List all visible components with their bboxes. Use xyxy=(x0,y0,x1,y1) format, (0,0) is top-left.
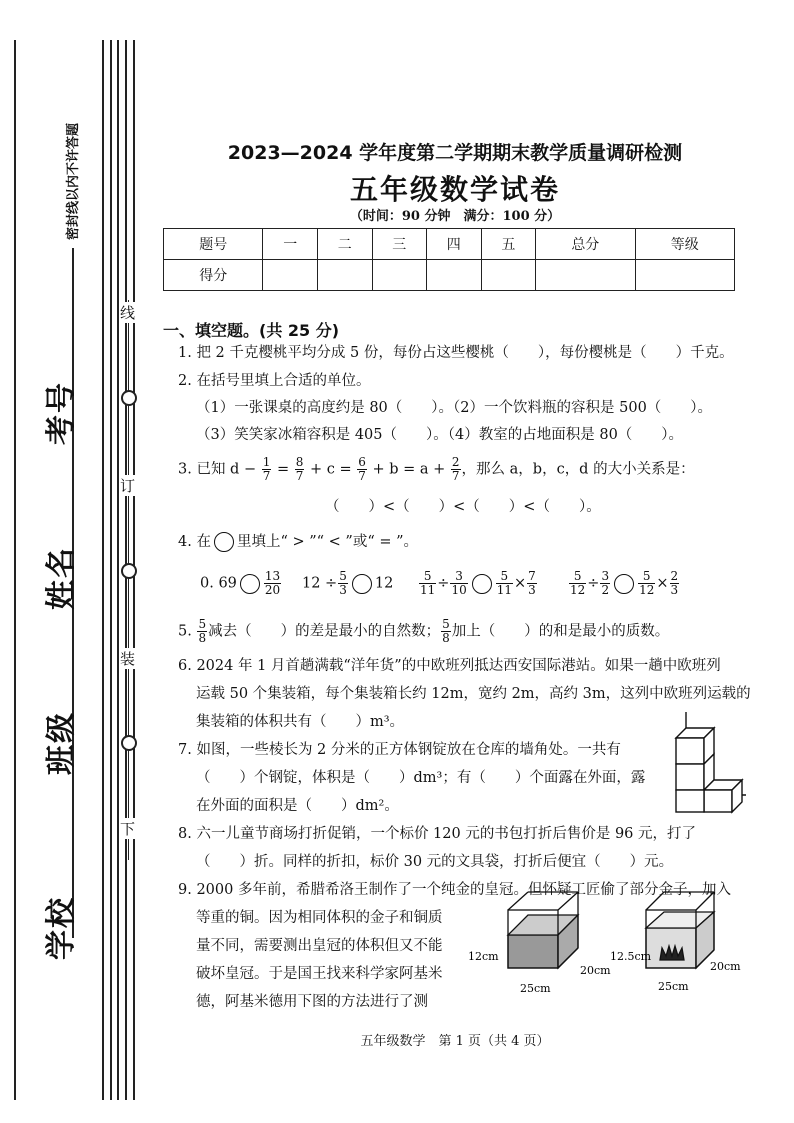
exam-subtitle: （时间：90 分钟 满分：100 分） xyxy=(349,209,561,224)
score-header-cell: 总分 xyxy=(536,229,635,260)
score-cell[interactable] xyxy=(536,260,635,291)
score-header-cell: 二 xyxy=(317,229,372,260)
fraction: $\frac{3}{10}$ xyxy=(451,569,467,597)
question-9-line-5: 德，阿基米德用下图的方法进行了测 xyxy=(196,994,428,1010)
seal-mark-xian: 线 xyxy=(120,304,136,322)
question-2-part-a: （1）一张课桌的高度约是 80（ ）。（2）一个饮料瓶的容积是 500（ ）。 xyxy=(196,400,713,416)
question-9-line-1: 9. 2000 多年前，希腊希洛王制作了一个纯金的皇冠。但怀疑工匠偷了部分金子，加入 xyxy=(178,882,731,898)
question-7-line-1: 7. 如图，一些棱长为 2 分米的正方体钢锭放在仓库的墙角处。一共有 xyxy=(178,742,621,758)
question-4-item-2 xyxy=(302,570,393,597)
name-label: 姓名 xyxy=(44,546,79,610)
score-header-cell: 五 xyxy=(481,229,536,260)
seal-hole xyxy=(121,390,137,406)
fig-label: 12.5cm xyxy=(610,950,652,963)
class-label: 班级 xyxy=(44,711,79,775)
score-cell[interactable] xyxy=(427,260,482,291)
question-5-part-b: 加上（ ）的和是最小的质数。 xyxy=(451,623,670,640)
binding-notice: 密封线以内不许答题 xyxy=(66,122,81,240)
answer-circle[interactable] xyxy=(240,574,260,594)
exam-number-label: 考号 xyxy=(44,381,79,445)
fraction: $\frac{5}{8}$ xyxy=(198,617,207,645)
score-table-score-row xyxy=(164,260,735,291)
fraction: $\frac{2}{3}$ xyxy=(670,569,679,597)
question-9-line-3: 量不同，需要测出皇冠的体积但又不能 xyxy=(196,938,443,954)
q4-number: 12 xyxy=(374,575,394,592)
seal-hole xyxy=(121,735,137,751)
seal-mark-zhuang: 装 xyxy=(120,650,136,668)
q4-number: 0. 69 xyxy=(200,575,237,592)
fraction: $\frac{2}{7}$ xyxy=(451,455,460,483)
answer-circle[interactable] xyxy=(614,574,634,594)
question-3-lead: 3. 已知 d − xyxy=(178,461,257,478)
seal-mark-xia: 下 xyxy=(120,820,136,838)
question-3-answer-blanks: （ ）<（ ）<（ ）<（ ）。 xyxy=(325,499,601,515)
question-6-line-2: 运载 50 个集装箱，每个集装箱长约 12m，宽约 2m，高约 3m，这列中欧班列运载的 xyxy=(196,686,751,702)
question-4-item-3: $\frac{5}{11}$ ÷ $\frac{3}{10}$ $\frac{5}{11}$ × $\frac{7}{3}$ xyxy=(420,569,536,597)
question-4-lead: 4. 在 xyxy=(178,534,211,550)
question-3-tail: ，那么 a，b，c，d 的大小关系是： xyxy=(461,461,695,478)
fraction: $\frac{5}{11}$ xyxy=(496,569,512,597)
fraction: $\frac{6}{7}$ xyxy=(358,455,366,483)
score-cell[interactable] xyxy=(635,260,734,291)
archimedes-tank-figure xyxy=(468,890,748,1002)
question-6-line-1: 6. 2024 年 1 月首趟满载“洋年货”的中欧班列抵达西安国际港站。如果一趟中欧班列 xyxy=(178,658,721,674)
stacked-cubes-figure xyxy=(664,710,748,815)
fig-label: 12cm xyxy=(468,950,499,963)
score-table-header-row xyxy=(164,229,735,260)
fraction: $\frac{5}{3}$ xyxy=(339,569,347,597)
seal-mark-ding: 订 xyxy=(120,477,136,495)
score-header-cell: 等级 xyxy=(635,229,734,260)
question-8-line-1: 8. 六一儿童节商场打折促销，一个标价 120 元的书包打折后售价是 96 元，打了 xyxy=(178,826,697,842)
score-cell[interactable] xyxy=(317,260,372,291)
exam-title-line2: 五年级数学试卷 xyxy=(349,173,560,206)
score-header-cell: 三 xyxy=(372,229,427,260)
question-2-part-b: （3）笑笑家冰箱容积是 405（ ）。（4）教室的占地面积是 80（ ）。 xyxy=(196,427,684,443)
question-9-line-4: 破坏皇冠。于是国王找来科学家阿基米 xyxy=(196,966,443,982)
fig-label: 20cm xyxy=(580,964,611,977)
question-5-part-a: 减去（ ）的差是最小的自然数； xyxy=(208,623,441,640)
score-header-cell: 一 xyxy=(263,229,318,260)
question-7-line-3: 在外面的面积是（ ）dm²。 xyxy=(196,798,399,814)
question-6-line-3: 集装箱的体积共有（ ）m³。 xyxy=(196,714,405,730)
score-header-cell: 四 xyxy=(427,229,482,260)
fraction: $\frac{5}{12}$ xyxy=(639,569,655,597)
question-4-tail: 里填上“ > ”“ < ”或“ = ”。 xyxy=(236,534,419,550)
score-row-label: 得分 xyxy=(164,260,263,291)
fig-label: 20cm xyxy=(710,960,741,973)
seal-hole xyxy=(121,563,137,579)
school-label: 学校 xyxy=(44,896,79,960)
answer-circle[interactable] xyxy=(352,574,372,594)
q4-expression: 12 ÷ xyxy=(302,575,338,592)
fraction: $\frac{1}{7}$ xyxy=(262,455,271,483)
fraction: $\frac{3}{2}$ xyxy=(601,569,610,597)
score-cell[interactable] xyxy=(263,260,318,291)
question-4-item-4: $\frac{5}{12}$ ÷ $\frac{3}{2}$ $\frac{5}{12}$ × $\frac{2}{3}$ xyxy=(570,569,679,597)
score-cell[interactable] xyxy=(372,260,427,291)
fraction: $\frac{5}{12}$ xyxy=(570,569,586,597)
question-3: 3. 已知 d − $\frac{1}{7}$ = $\frac{8}{7}$ + c = $\frac{6}{7}$ + b = a + $\frac{2}{7}$ ，那么 a，b，c，d 的大小关系是： xyxy=(178,455,695,483)
answer-circle[interactable] xyxy=(472,574,492,594)
question-5: 5. $\frac{5}{8}$ 减去（ ）的差是最小的自然数； $\frac{5}{8}$ 加上（ ）的和是最小的质数。 xyxy=(178,617,670,645)
page-footer: 五年级数学 第 1 页（共 4 页） xyxy=(360,1034,550,1049)
score-table xyxy=(163,228,735,291)
score-header-cell: 题号 xyxy=(164,229,263,260)
question-1: 1. 把 2 千克樱桃平均分成 5 份，每份占这些樱桃（ ），每份樱桃是（ ）千克。 xyxy=(178,345,734,361)
question-7-line-2: （ ）个钢锭，体积是（ ）dm³；有（ ）个面露在外面，露 xyxy=(196,770,646,786)
question-8-line-2: （ ）折。同样的折扣，标价 30 元的文具袋，打折后便宜（ ）元。 xyxy=(196,854,674,870)
fraction: $\frac{5}{8}$ xyxy=(442,617,450,645)
fraction: $\frac{13}{20}$ xyxy=(264,569,281,597)
fraction: $\frac{8}{7}$ xyxy=(295,455,304,483)
score-cell[interactable] xyxy=(481,260,536,291)
question-9-line-2: 等重的铜。因为相同体积的金子和铜质 xyxy=(196,910,443,926)
fig-label: 25cm xyxy=(658,980,689,993)
fraction: $\frac{5}{11}$ xyxy=(420,569,436,597)
compare-circle-icon xyxy=(214,532,234,552)
fraction: $\frac{7}{3}$ xyxy=(528,569,536,597)
question-2: 2. 在括号里填上合适的单位。 xyxy=(178,373,371,389)
exam-title-line1: 2023—2024 学年度第二学期期末教学质量调研检测 xyxy=(227,142,683,164)
fig-label: 25cm xyxy=(520,982,551,995)
section-title: 一、填空题。(共 25 分) xyxy=(163,321,340,340)
question-4-item-1 xyxy=(200,570,282,597)
question-4 xyxy=(178,531,418,553)
